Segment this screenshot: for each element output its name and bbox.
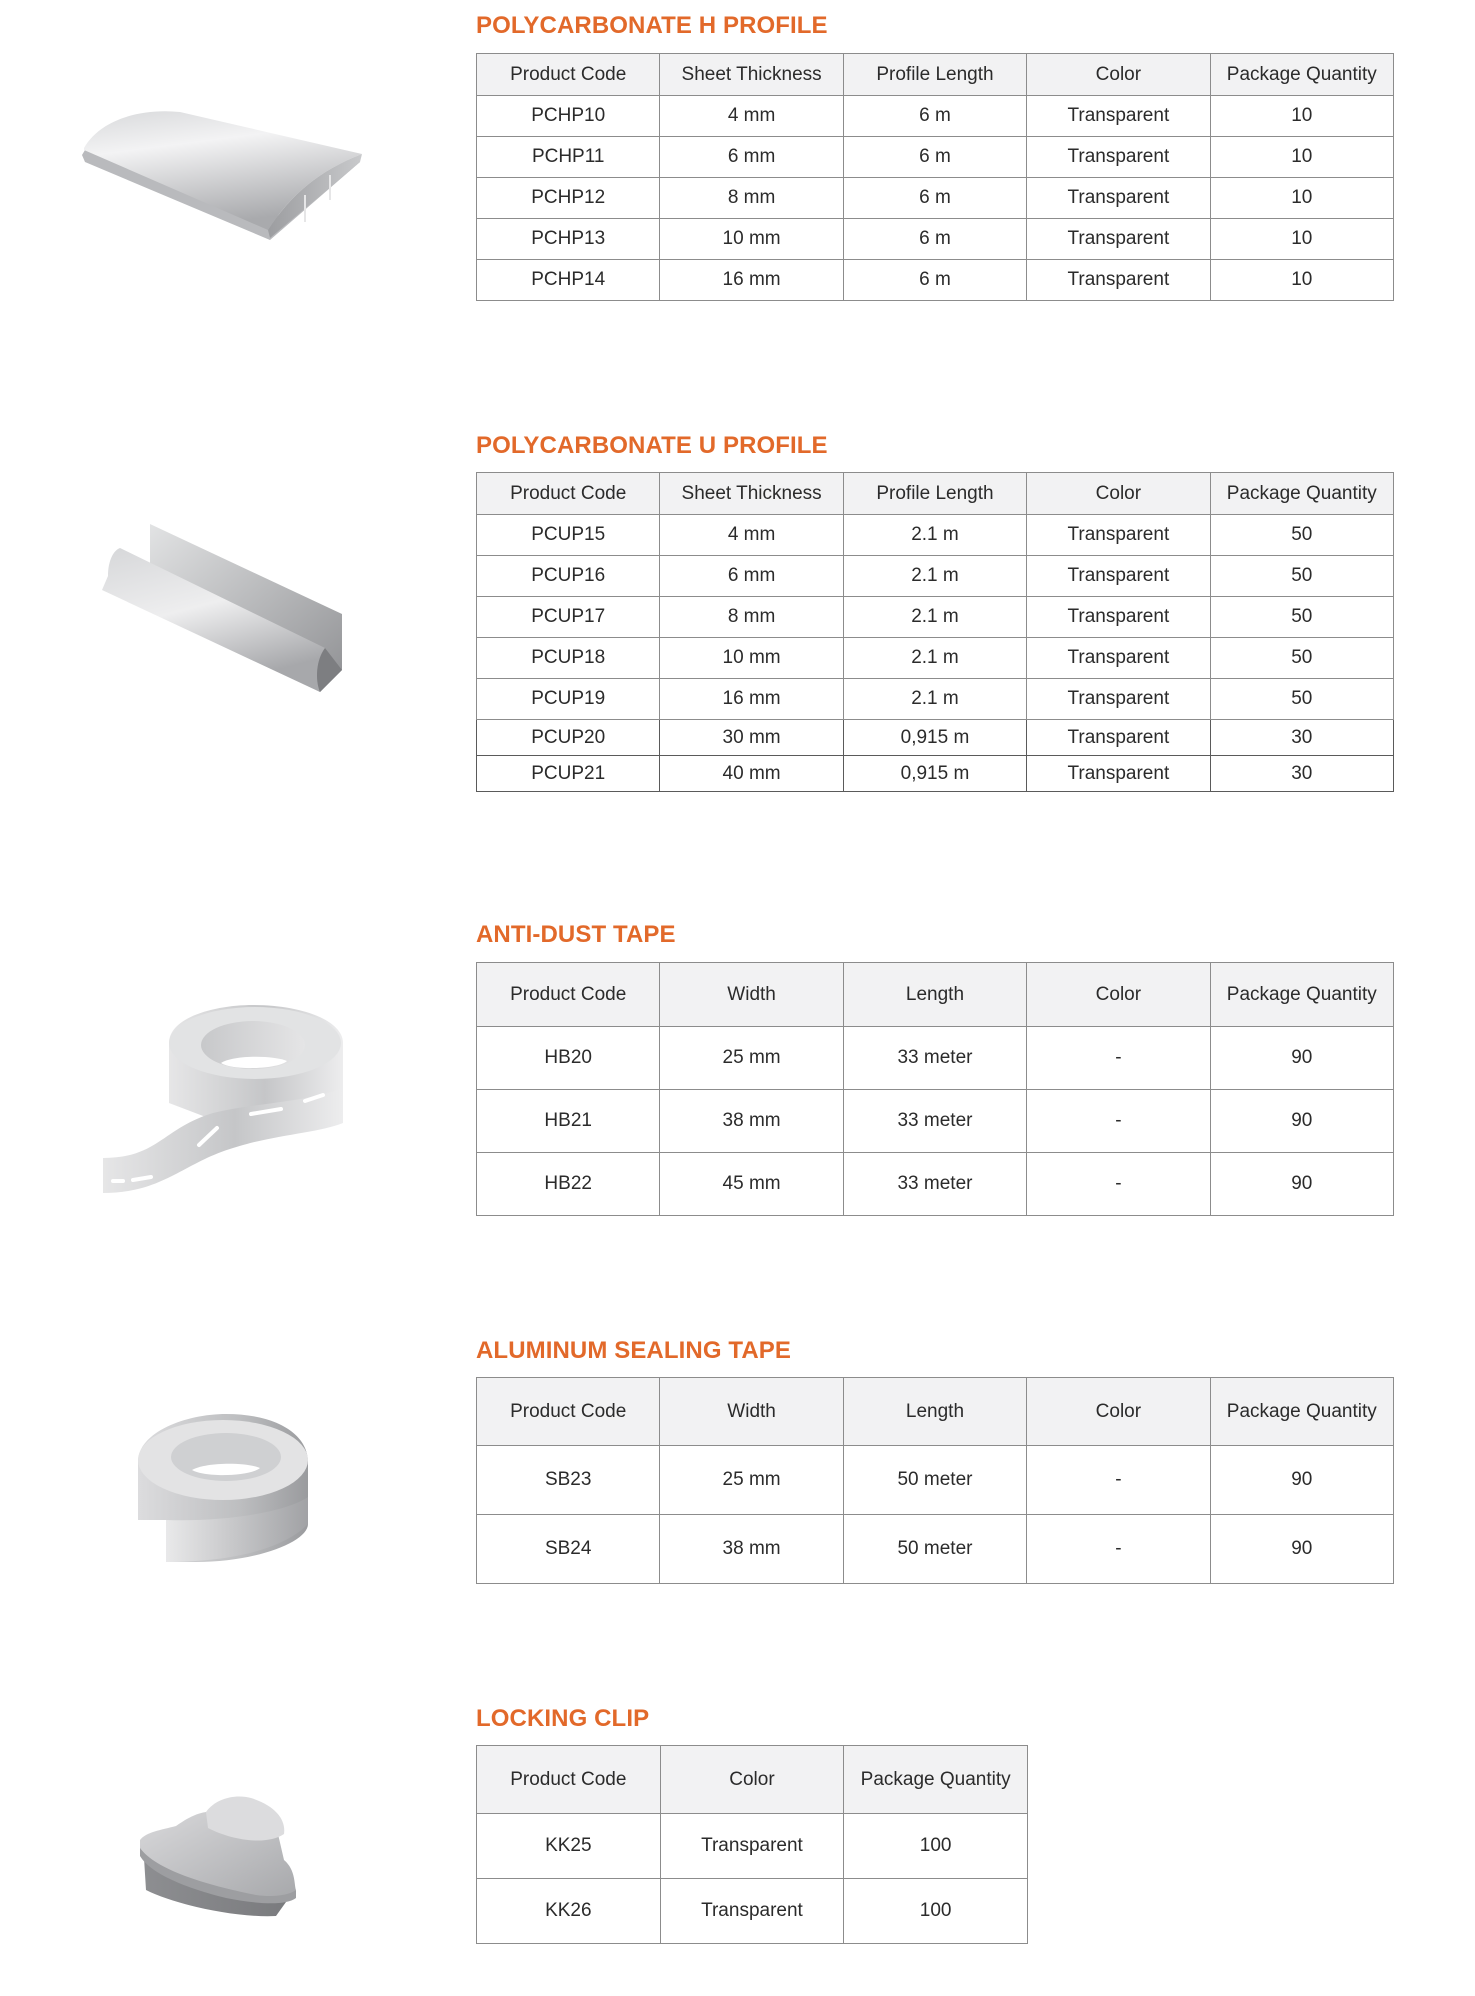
section-title-anti-dust-tape: ANTI-DUST TAPE [476,921,676,948]
cell-package-quantity: 10 [1210,260,1393,301]
header-package-quantity: Package Quantity [844,1746,1028,1814]
cell-sheet-thickness: 10 mm [660,638,843,679]
h-profile-icon [80,110,370,255]
cell-color: Transparent [1027,556,1210,597]
table-row [477,1515,1394,1584]
cell-package-quantity: 100 [844,1814,1028,1879]
cell-product-code: HB21 [477,1090,660,1153]
cell-width: 45 mm [660,1153,843,1216]
cell-product-code: KK26 [477,1879,661,1944]
header-length: Length [843,1378,1026,1446]
cell-length: 33 meter [843,1027,1026,1090]
u-profile-table [476,472,1394,792]
aluminum-sealing-tape-table [476,1377,1394,1584]
table-row [477,1814,1028,1879]
cell-sheet-thickness: 4 mm [660,96,843,137]
cell-sheet-thickness: 8 mm [660,178,843,219]
cell-sheet-thickness: 4 mm [660,515,843,556]
table-row [477,1027,1394,1090]
cell-package-quantity: 50 [1210,597,1393,638]
locking-clip-table [476,1745,1028,1944]
cell-sheet-thickness: 40 mm [660,756,843,792]
cell-color: - [1027,1153,1210,1216]
cell-product-code: KK25 [477,1814,661,1879]
header-color: Color [1027,1378,1210,1446]
header-profile-length: Profile Length [843,473,1026,515]
header-profile-length: Profile Length [843,54,1026,96]
u-profile-icon [100,520,345,695]
cell-product-code: HB20 [477,1027,660,1090]
cell-package-quantity: 10 [1210,137,1393,178]
cell-sheet-thickness: 6 mm [660,556,843,597]
cell-profile-length: 0,915 m [843,720,1026,756]
header-product-code: Product Code [477,1378,660,1446]
table-row [477,178,1394,219]
anti-dust-tape-table [476,962,1394,1216]
aluminum-tape-icon [136,1412,311,1567]
cell-profile-length: 2.1 m [843,515,1026,556]
cell-product-code: PCUP18 [477,638,660,679]
header-package-quantity: Package Quantity [1210,473,1393,515]
cell-length: 33 meter [843,1090,1026,1153]
cell-color: Transparent [1027,515,1210,556]
cell-width: 38 mm [660,1515,843,1584]
header-product-code: Product Code [477,54,660,96]
h-profile-table [476,53,1394,301]
cell-sheet-thickness: 8 mm [660,597,843,638]
cell-profile-length: 2.1 m [843,638,1026,679]
table-row [477,756,1394,792]
table-row [477,219,1394,260]
cell-color: - [1027,1515,1210,1584]
cell-package-quantity: 100 [844,1879,1028,1944]
cell-profile-length: 6 m [843,260,1026,301]
cell-color: Transparent [660,1879,844,1944]
table-row [477,556,1394,597]
cell-sheet-thickness: 16 mm [660,679,843,720]
cell-package-quantity: 90 [1210,1515,1393,1584]
cell-package-quantity: 90 [1210,1446,1393,1515]
header-sheet-thickness: Sheet Thickness [660,473,843,515]
cell-package-quantity: 90 [1210,1153,1393,1216]
cell-package-quantity: 50 [1210,556,1393,597]
table-row [477,96,1394,137]
cell-product-code: PCUP19 [477,679,660,720]
cell-package-quantity: 50 [1210,679,1393,720]
table-row [477,638,1394,679]
cell-profile-length: 6 m [843,219,1026,260]
cell-package-quantity: 30 [1210,720,1393,756]
locking-clip-icon [136,1790,308,1920]
cell-product-code: PCUP16 [477,556,660,597]
cell-package-quantity: 50 [1210,638,1393,679]
cell-color: Transparent [1027,219,1210,260]
header-color: Color [1027,963,1210,1027]
table-row [477,515,1394,556]
cell-sheet-thickness: 30 mm [660,720,843,756]
cell-product-code: SB23 [477,1446,660,1515]
section-title-locking-clip: LOCKING CLIP [476,1705,650,1732]
header-color: Color [660,1746,844,1814]
cell-color: - [1027,1027,1210,1090]
header-color: Color [1027,473,1210,515]
cell-color: Transparent [660,1814,844,1879]
header-product-code: Product Code [477,963,660,1027]
table-row [477,1879,1028,1944]
cell-profile-length: 6 m [843,137,1026,178]
header-package-quantity: Package Quantity [1210,1378,1393,1446]
section-title-aluminum-sealing-tape: ALUMINUM SEALING TAPE [476,1337,791,1364]
cell-package-quantity: 10 [1210,178,1393,219]
cell-color: - [1027,1090,1210,1153]
cell-color: - [1027,1446,1210,1515]
cell-sheet-thickness: 6 mm [660,137,843,178]
header-package-quantity: Package Quantity [1210,963,1393,1027]
cell-product-code: PCHP14 [477,260,660,301]
cell-color: Transparent [1027,597,1210,638]
header-width: Width [660,1378,843,1446]
cell-product-code: PCUP17 [477,597,660,638]
cell-sheet-thickness: 10 mm [660,219,843,260]
cell-package-quantity: 10 [1210,96,1393,137]
header-product-code: Product Code [477,473,660,515]
cell-color: Transparent [1027,260,1210,301]
table-row [477,1153,1394,1216]
table-row [477,597,1394,638]
table-row [477,679,1394,720]
cell-package-quantity: 90 [1210,1090,1393,1153]
cell-width: 38 mm [660,1090,843,1153]
cell-color: Transparent [1027,96,1210,137]
cell-package-quantity: 90 [1210,1027,1393,1090]
cell-product-code: PCUP20 [477,720,660,756]
cell-width: 25 mm [660,1446,843,1515]
cell-profile-length: 2.1 m [843,597,1026,638]
cell-product-code: PCUP21 [477,756,660,792]
table-row [477,1446,1394,1515]
cell-product-code: PCUP15 [477,515,660,556]
table-row [477,137,1394,178]
section-title-h-profile: POLYCARBONATE H PROFILE [476,12,828,39]
cell-color: Transparent [1027,178,1210,219]
cell-profile-length: 0,915 m [843,756,1026,792]
cell-profile-length: 6 m [843,178,1026,219]
cell-product-code: PCHP11 [477,137,660,178]
cell-profile-length: 6 m [843,96,1026,137]
cell-profile-length: 2.1 m [843,556,1026,597]
header-sheet-thickness: Sheet Thickness [660,54,843,96]
table-row [477,720,1394,756]
cell-product-code: PCHP12 [477,178,660,219]
header-product-code: Product Code [477,1746,661,1814]
cell-product-code: SB24 [477,1515,660,1584]
cell-profile-length: 2.1 m [843,679,1026,720]
cell-color: Transparent [1027,638,1210,679]
cell-width: 25 mm [660,1027,843,1090]
cell-package-quantity: 30 [1210,756,1393,792]
cell-color: Transparent [1027,137,1210,178]
cell-package-quantity: 10 [1210,219,1393,260]
header-color: Color [1027,54,1210,96]
section-title-u-profile: POLYCARBONATE U PROFILE [476,432,828,459]
cell-length: 50 meter [843,1515,1026,1584]
cell-length: 50 meter [843,1446,1026,1515]
cell-color: Transparent [1027,679,1210,720]
cell-product-code: PCHP13 [477,219,660,260]
header-width: Width [660,963,843,1027]
cell-length: 33 meter [843,1153,1026,1216]
cell-product-code: PCHP10 [477,96,660,137]
cell-color: Transparent [1027,720,1210,756]
table-row [477,1090,1394,1153]
table-row [477,260,1394,301]
header-length: Length [843,963,1026,1027]
cell-product-code: HB22 [477,1153,660,1216]
cell-sheet-thickness: 16 mm [660,260,843,301]
cell-package-quantity: 50 [1210,515,1393,556]
header-package-quantity: Package Quantity [1210,54,1393,96]
cell-color: Transparent [1027,756,1210,792]
anti-dust-tape-icon [103,1003,343,1193]
